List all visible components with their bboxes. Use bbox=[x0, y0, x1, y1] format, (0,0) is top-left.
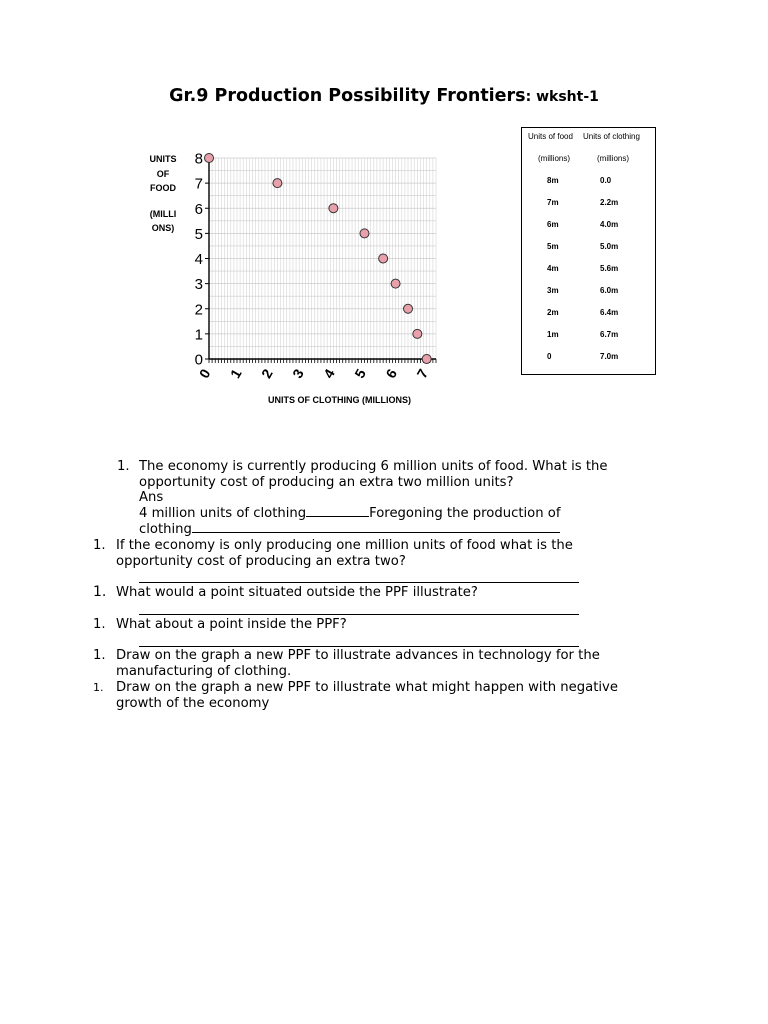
x-tick-label: 4 bbox=[320, 366, 338, 381]
answer-line[interactable] bbox=[139, 614, 579, 615]
cell-food: 5m bbox=[547, 242, 559, 251]
q1-answer-cont bbox=[139, 522, 560, 538]
table-row bbox=[522, 308, 655, 322]
y-tick-label: 6 bbox=[194, 200, 203, 218]
q1-line1: The economy is currently producing 6 million units of food. What is the bbox=[139, 459, 608, 474]
sub-clothing: (millions) bbox=[597, 154, 629, 163]
table-row bbox=[522, 264, 655, 278]
header-food: Units of food bbox=[528, 132, 573, 141]
q6-line2: growth of the economy bbox=[116, 696, 270, 711]
q1-ans-part3: clothing bbox=[139, 522, 192, 537]
x-tick-label: 6 bbox=[382, 366, 401, 381]
q5-line1: Draw on the graph a new PPF to illustrate advances in technology for the bbox=[116, 648, 600, 663]
cell-food: 8m bbox=[547, 176, 559, 185]
y-label-line: UNITS bbox=[149, 154, 177, 164]
q6-num: 1. bbox=[93, 681, 104, 694]
y-tick-label: 2 bbox=[194, 301, 203, 319]
q3-num: 1. bbox=[93, 584, 107, 600]
cell-food: 1m bbox=[547, 330, 559, 339]
data-point bbox=[360, 229, 369, 238]
y-label-line: FOOD bbox=[150, 183, 176, 193]
y-tick-label: 1 bbox=[194, 326, 203, 344]
q1-answer bbox=[139, 506, 561, 522]
table-row bbox=[522, 198, 655, 212]
y-tick-label: 3 bbox=[194, 276, 203, 294]
q1-line2: opportunity cost of producing an extra two million units? bbox=[139, 475, 514, 490]
cell-clothing: 4.0m bbox=[600, 220, 619, 229]
y-tick-label: 0 bbox=[194, 351, 203, 369]
q1-ans-part2: Foregoning the production of bbox=[369, 506, 561, 521]
x-tick-label: 1 bbox=[226, 366, 245, 381]
answer-line[interactable] bbox=[139, 646, 579, 647]
cell-clothing: 7.0m bbox=[600, 352, 619, 361]
q5-num: 1. bbox=[93, 648, 106, 663]
y-tick-label: 7 bbox=[194, 175, 203, 193]
q2-line2: opportunity cost of producing an extra two? bbox=[116, 554, 406, 569]
cell-clothing: 6.0m bbox=[600, 286, 619, 295]
cell-food: 2m bbox=[547, 308, 559, 317]
data-point bbox=[205, 154, 214, 163]
cell-food: 3m bbox=[547, 286, 559, 295]
x-tick-label: 2 bbox=[257, 366, 276, 381]
cell-food: 0 bbox=[547, 352, 552, 361]
table-row bbox=[522, 352, 655, 366]
cell-food: 6m bbox=[547, 220, 559, 229]
cell-food: 7m bbox=[547, 198, 559, 207]
y-tick-label: 5 bbox=[194, 225, 203, 243]
q5-line2: manufacturing of clothing. bbox=[116, 664, 292, 679]
y-tick-label: 4 bbox=[194, 251, 203, 268]
cell-clothing: 6.7m bbox=[600, 330, 619, 339]
data-point bbox=[413, 329, 422, 338]
q1-num: 1. bbox=[117, 459, 130, 474]
data-point bbox=[379, 254, 388, 263]
sub-food: (millions) bbox=[538, 154, 570, 163]
cell-clothing: 6.4m bbox=[600, 308, 619, 317]
data-point bbox=[391, 279, 400, 288]
cell-clothing: 5.6m bbox=[600, 264, 619, 273]
table-row bbox=[522, 330, 655, 344]
data-point bbox=[422, 355, 431, 364]
table-row bbox=[522, 242, 655, 256]
q4-num: 1. bbox=[93, 617, 106, 632]
title-suffix: : wksht-1 bbox=[525, 89, 599, 105]
q2-line1: If the economy is only producing one million units of food what is the bbox=[116, 538, 573, 553]
answer-blank[interactable] bbox=[192, 532, 560, 533]
answer-line[interactable] bbox=[139, 582, 579, 583]
q2-num: 1. bbox=[93, 538, 106, 553]
data-point bbox=[404, 304, 413, 313]
title-main: Gr.9 Production Possibility Frontiers bbox=[169, 86, 526, 106]
y-label-line: OF bbox=[156, 169, 170, 179]
cell-clothing: 2.2m bbox=[600, 198, 619, 207]
x-axis-label: UNITS OF CLOTHING (MILLIONS) bbox=[268, 395, 411, 405]
x-tick-label: 5 bbox=[351, 366, 370, 381]
q3-text: What would a point situated outside the PPF illustrate? bbox=[116, 585, 478, 600]
q6-line1: Draw on the graph a new PPF to illustrate what might happen with negative bbox=[116, 680, 618, 695]
q1-ans-label: Ans bbox=[139, 490, 164, 505]
header-clothing: Units of clothing bbox=[583, 132, 640, 141]
data-table bbox=[521, 127, 656, 375]
table-row bbox=[522, 220, 655, 234]
cell-clothing: 0.0 bbox=[600, 176, 612, 185]
y-label-line: (MILLI bbox=[149, 209, 177, 219]
cell-food: 4m bbox=[547, 264, 559, 273]
table-row bbox=[522, 176, 655, 190]
cell-clothing: 5.0m bbox=[600, 242, 619, 251]
table-row bbox=[522, 286, 655, 300]
data-point bbox=[273, 179, 282, 188]
x-tick-label: 0 bbox=[195, 366, 214, 381]
data-point bbox=[329, 204, 338, 213]
y-label-line: ONS) bbox=[151, 223, 175, 233]
q1-ans-part1: 4 million units of clothing bbox=[139, 506, 307, 521]
x-tick-label: 3 bbox=[289, 366, 307, 381]
x-tick-label: 7 bbox=[413, 366, 432, 381]
q4-text: What about a point inside the PPF? bbox=[116, 617, 347, 632]
answer-blank[interactable] bbox=[306, 516, 369, 517]
y-tick-label: 8 bbox=[194, 150, 203, 168]
